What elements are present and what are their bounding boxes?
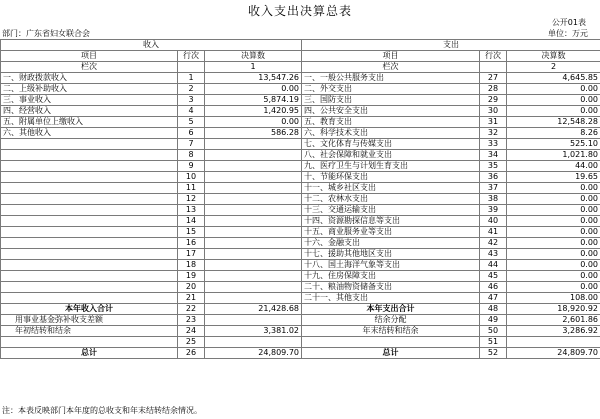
expense-item-cell: 总计 [302,348,480,359]
expense-amount-cell: 0.00 [507,106,600,117]
report-title: 收入支出决算总表 [247,4,352,18]
expense-item-cell: 本年支出合计 [302,304,480,315]
income-rowno-cell: 11 [178,183,205,194]
income-amount-cell [205,194,302,205]
footnote: 注：本表反映部门本年度的总收支和年末结转结余情况。 [2,406,202,415]
expense-item-cell: 六、科学技术支出 [302,128,480,139]
expense-column-blank [480,62,507,73]
summary-row [1,315,600,326]
table-row [1,161,600,172]
income-amount-cell [205,150,302,161]
expense-rowno-cell: 34 [480,150,507,161]
income-rowno-cell: 20 [178,282,205,293]
income-amount-cell [205,337,302,348]
income-amount-cell: 586.28 [205,128,302,139]
table-row [1,183,600,194]
income-item-cell: 三、事业收入 [1,95,178,106]
expense-rowno-cell: 38 [480,194,507,205]
income-amount-cell [205,293,302,304]
income-item-cell: 一、财政拨款收入 [1,73,178,84]
expense-amount-cell: 44.00 [507,161,600,172]
income-item-cell [1,227,178,238]
budget-table [0,39,600,359]
income-item-cell [1,150,178,161]
expense-item-cell: 十一、城乡社区支出 [302,183,480,194]
summary-row [1,337,600,348]
expense-item-cell: 二、外交支出 [302,84,480,95]
table-row [1,271,600,282]
income-rowno-cell: 4 [178,106,205,117]
table-row [1,282,600,293]
expense-rowno-cell: 35 [480,161,507,172]
expense-amount-cell: 18,920.92 [507,304,600,315]
expense-amount-cell: 525.10 [507,139,600,150]
expense-item-cell: 结余分配 [302,315,480,326]
income-rowno-cell: 23 [178,315,205,326]
expense-rowno-header: 行次 [480,51,507,62]
expense-rowno-cell: 41 [480,227,507,238]
summary-row [1,304,600,315]
income-amount-cell [205,139,302,150]
income-amount-cell [205,205,302,216]
expense-column-number: 2 [507,62,600,73]
income-item-cell: 总计 [1,348,178,359]
expense-rowno-cell: 50 [480,326,507,337]
income-item-cell: 二、上级补助收入 [1,84,178,95]
income-item-cell [1,183,178,194]
table-row [1,150,600,161]
column-header-row [1,51,600,62]
expense-amount-cell: 0.00 [507,282,600,293]
income-amount-cell [205,172,302,183]
expense-rowno-cell: 36 [480,172,507,183]
expense-rowno-cell: 45 [480,271,507,282]
income-rowno-cell: 13 [178,205,205,216]
expense-item-cell: 四、公共安全支出 [302,106,480,117]
expense-rowno-cell: 51 [480,337,507,348]
table-row [1,260,600,271]
income-item-cell [1,293,178,304]
income-amount-cell [205,260,302,271]
table-row [1,249,600,260]
expense-item-cell: 一、一般公共服务支出 [302,73,480,84]
total-row [1,348,600,359]
expense-amount-cell: 0.00 [507,260,600,271]
income-item-cell [1,205,178,216]
expense-rowno-cell: 52 [480,348,507,359]
table-row [1,216,600,227]
expense-rowno-cell: 39 [480,205,507,216]
expense-rowno-cell: 30 [480,106,507,117]
income-rowno-cell: 12 [178,194,205,205]
income-item-cell [1,249,178,260]
table-row [1,84,600,95]
table-row [1,227,600,238]
expense-item-cell: 九、医疗卫生与计划生育支出 [302,161,480,172]
income-amount-cell [205,315,302,326]
income-amount-cell: 0.00 [205,117,302,128]
expense-amount-cell: 0.00 [507,194,600,205]
expense-rowno-cell: 28 [480,84,507,95]
income-rowno-cell: 16 [178,238,205,249]
expense-rowno-cell: 47 [480,293,507,304]
income-amount-cell [205,271,302,282]
expense-amount-cell: 0.00 [507,205,600,216]
income-rowno-cell: 18 [178,260,205,271]
income-rowno-cell: 21 [178,293,205,304]
income-amount-cell [205,216,302,227]
income-item-cell: 年初结转和结余 [1,326,178,337]
expense-rowno-cell: 27 [480,73,507,84]
income-amount-cell [205,282,302,293]
income-amount-cell [205,161,302,172]
income-section-header: 收入 [1,40,302,51]
expense-rowno-cell: 49 [480,315,507,326]
income-amount-cell: 24,809.70 [205,348,302,359]
expense-rowno-cell: 44 [480,260,507,271]
income-rowno-cell: 19 [178,271,205,282]
expense-amount-cell: 0.00 [507,227,600,238]
unit-label: 单位：万元 [548,29,588,38]
table-row [1,194,600,205]
expense-item-cell: 十五、商业服务业等支出 [302,227,480,238]
income-item-cell [1,337,178,348]
income-rowno-cell: 26 [178,348,205,359]
expense-item-cell: 十九、住房保障支出 [302,271,480,282]
income-rowno-cell: 25 [178,337,205,348]
income-amount-cell [205,227,302,238]
income-item-header: 项目 [1,51,178,62]
income-amount-cell: 13,547.26 [205,73,302,84]
expense-item-cell: 十六、金融支出 [302,238,480,249]
expense-item-cell: 二十一、其他支出 [302,293,480,304]
expense-amount-cell: 3,286.92 [507,326,600,337]
expense-item-cell: 十七、援助其他地区支出 [302,249,480,260]
expense-item-cell: 年末结转和结余 [302,326,480,337]
income-rowno-cell: 14 [178,216,205,227]
income-item-cell [1,139,178,150]
income-item-cell [1,194,178,205]
expense-amount-cell: 0.00 [507,183,600,194]
income-item-cell [1,238,178,249]
expense-amount-cell: 24,809.70 [507,348,600,359]
expense-rowno-cell: 29 [480,95,507,106]
income-item-cell: 六、其他收入 [1,128,178,139]
expense-amount-cell: 12,548.28 [507,117,600,128]
income-amount-cell: 0.00 [205,84,302,95]
expense-amount-cell: 0.00 [507,95,600,106]
expense-amount-cell: 0.00 [507,84,600,95]
income-rowno-cell: 17 [178,249,205,260]
expense-amount-cell: 8.26 [507,128,600,139]
expense-item-cell: 八、社会保障和就业支出 [302,150,480,161]
income-amount-cell [205,249,302,260]
income-rowno-cell: 8 [178,150,205,161]
income-column-blank [178,62,205,73]
income-item-cell [1,216,178,227]
income-item-cell [1,271,178,282]
income-item-cell: 本年收入合计 [1,304,178,315]
expense-column-label: 栏次 [302,62,480,73]
form-code: 公开01表 [551,18,586,27]
income-rowno-cell: 6 [178,128,205,139]
income-amount-header: 决算数 [205,51,302,62]
income-column-number: 1 [205,62,302,73]
income-rowno-cell: 1 [178,73,205,84]
income-rowno-cell: 5 [178,117,205,128]
expense-rowno-cell: 42 [480,238,507,249]
income-item-cell [1,282,178,293]
expense-item-cell: 三、国防支出 [302,95,480,106]
expense-amount-header: 决算数 [507,51,600,62]
expense-rowno-cell: 33 [480,139,507,150]
table-row [1,205,600,216]
expense-rowno-cell: 37 [480,183,507,194]
income-rowno-cell: 3 [178,95,205,106]
table-row [1,95,600,106]
expense-rowno-cell: 32 [480,128,507,139]
expense-rowno-cell: 48 [480,304,507,315]
expense-item-cell: 七、文化体育与传媒支出 [302,139,480,150]
expense-item-cell: 二十、粮油物资储备支出 [302,282,480,293]
income-amount-cell [205,238,302,249]
section-header-row [1,40,600,51]
table-row [1,293,600,304]
expense-item-cell: 十、节能环保支出 [302,172,480,183]
income-item-cell: 四、经营收入 [1,106,178,117]
table-row [1,117,600,128]
income-amount-cell: 21,428.68 [205,304,302,315]
table-row [1,106,600,117]
expense-item-cell: 十四、资源勘探信息等支出 [302,216,480,227]
expense-amount-cell: 0.00 [507,216,600,227]
summary-row [1,326,600,337]
income-item-cell: 五、附属单位上缴收入 [1,117,178,128]
column-number-row [1,62,600,73]
expense-item-cell: 十三、交通运输支出 [302,205,480,216]
table-row [1,128,600,139]
income-amount-cell: 3,381.02 [205,326,302,337]
expense-amount-cell: 1,021.80 [507,150,600,161]
expense-item-cell: 十八、国土海洋气象等支出 [302,260,480,271]
table-row [1,172,600,183]
expense-item-header: 项目 [302,51,480,62]
income-rowno-cell: 2 [178,84,205,95]
expense-rowno-cell: 40 [480,216,507,227]
expense-amount-cell: 0.00 [507,238,600,249]
income-column-label: 栏次 [1,62,178,73]
income-rowno-cell: 10 [178,172,205,183]
income-rowno-cell: 9 [178,161,205,172]
table-row [1,139,600,150]
expense-amount-cell: 2,601.86 [507,315,600,326]
table-row [1,73,600,84]
expense-rowno-cell: 31 [480,117,507,128]
expense-amount-cell: 19.65 [507,172,600,183]
income-amount-cell [205,183,302,194]
expense-section-header: 支出 [302,40,600,51]
department-label: 部门：广东省妇女联合会 [2,29,90,38]
expense-amount-cell: 0.00 [507,271,600,282]
expense-rowno-cell: 46 [480,282,507,293]
expense-amount-cell: 0.00 [507,249,600,260]
expense-amount-cell [507,337,600,348]
income-item-cell [1,172,178,183]
income-item-cell [1,260,178,271]
income-rowno-cell: 15 [178,227,205,238]
income-rowno-header: 行次 [178,51,205,62]
expense-rowno-cell: 43 [480,249,507,260]
expense-amount-cell: 4,645.85 [507,73,600,84]
income-amount-cell: 1,420.95 [205,106,302,117]
expense-item-cell: 十二、农林水支出 [302,194,480,205]
expense-amount-cell: 108.00 [507,293,600,304]
income-rowno-cell: 7 [178,139,205,150]
income-rowno-cell: 24 [178,326,205,337]
income-item-cell [1,161,178,172]
expense-item-cell [302,337,480,348]
income-item-cell: 用事业基金弥补收支差额 [1,315,178,326]
expense-item-cell: 五、教育支出 [302,117,480,128]
table-row [1,238,600,249]
income-rowno-cell: 22 [178,304,205,315]
income-amount-cell: 5,874.19 [205,95,302,106]
